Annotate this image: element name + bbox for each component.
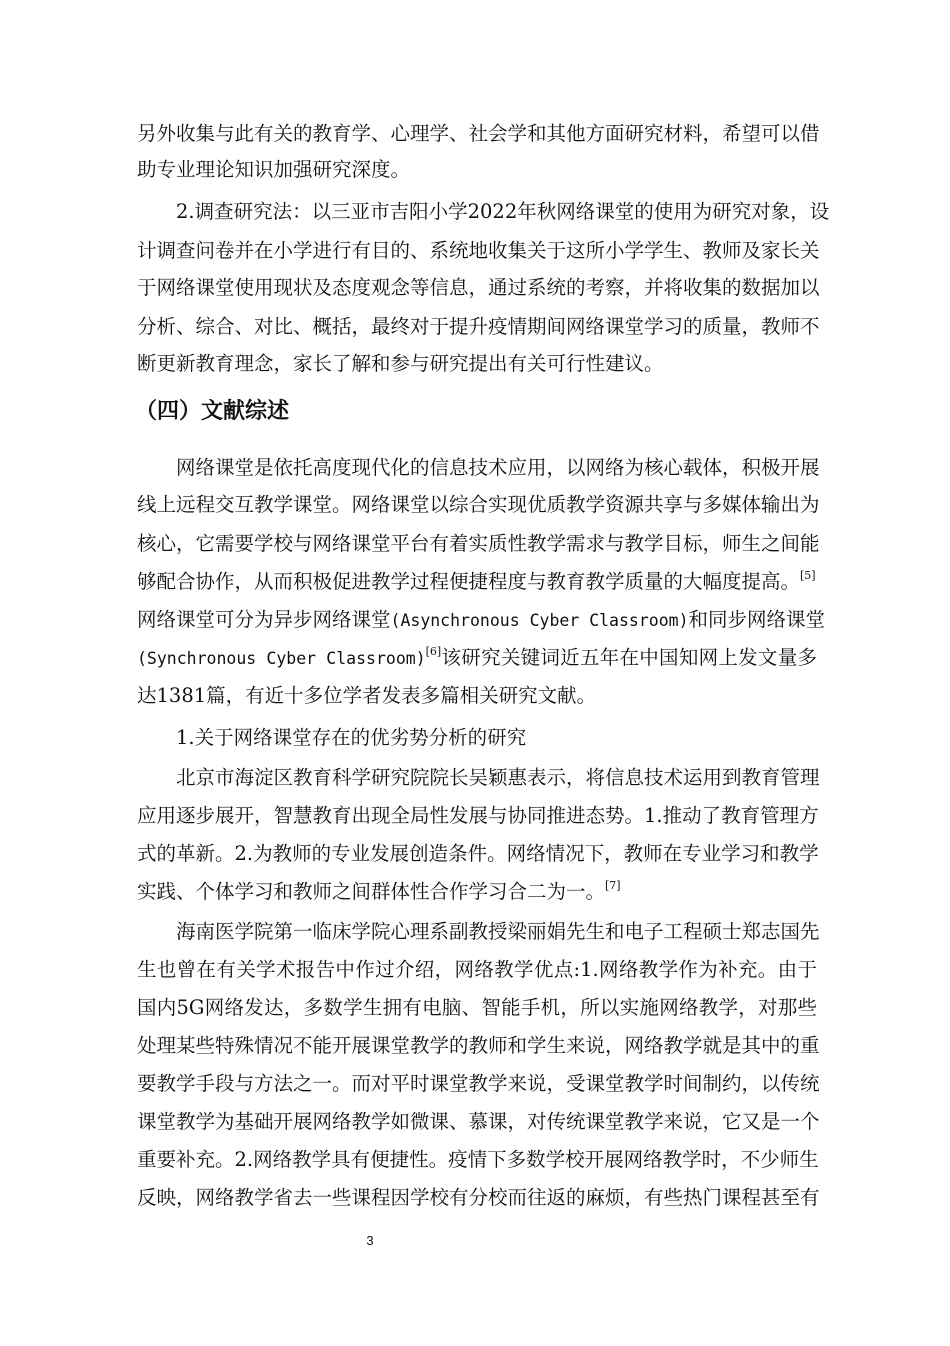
review-line-1: 网络课堂是依托高度现代化的信息技术应用，以网络为核心载体，积极开展 xyxy=(176,456,820,479)
citation-7: [7] xyxy=(605,879,621,892)
intro-line-1: 另外收集与此有关的教育学、心理学、社会学和其他方面研究材料，希望可以借 xyxy=(137,122,820,145)
method2-line-5: 断更新教育理念，家长了解和参与研究提出有关可行性建议。 xyxy=(137,352,664,375)
subsection-1-heading: 1.关于网络课堂存在的优劣势分析的研究 xyxy=(176,726,527,749)
review-line-6-text: 该研究关键词近五年在中国知网上发文量多 xyxy=(441,646,817,669)
wu-line-2: 应用逐步展开，智慧教育出现全局性发展与协同推进态势。1.推动了教育管理方 xyxy=(137,804,819,827)
review-line-3: 核心，它需要学校与网络课堂平台有着实质性教学需求与教学目标，师生之间能 xyxy=(137,532,820,555)
page-number: 3 xyxy=(366,1233,374,1248)
liang-line-2: 生也曾在有关学术报告中作过介绍，网络教学优点:1.网络教学作为补充。由于 xyxy=(137,958,817,981)
liang-line-3: 国内5G网络发达，多数学生拥有电脑、智能手机，所以实施网络教学，对那些 xyxy=(137,996,817,1019)
review-line-4-text: 够配合协作，从而积极促进教学过程便捷程度与教育教学质量的大幅度提高。 xyxy=(137,570,801,593)
wu-line-3: 式的革新。2.为教师的专业发展创造条件。网络情况下，教师在专业学习和教学 xyxy=(137,842,819,865)
liang-line-1: 海南医学院第一临床学院心理系副教授梁丽娟先生和电子工程硕士郑志国先 xyxy=(176,920,820,943)
review-line-4 xyxy=(137,570,817,594)
citation-6: [6] xyxy=(425,645,442,658)
review-line-5 xyxy=(137,608,826,633)
review-line-7: 达1381篇，有近十多位学者发表多篇相关研究文献。 xyxy=(137,684,597,707)
review-line-6-english: (Synchronous Cyber Classroom) xyxy=(137,649,426,668)
review-line-5-text-a: 网络课堂可分为异步网络课堂 xyxy=(137,608,391,631)
liang-line-6: 课堂教学为基础开展网络教学如微课、慕课，对传统课堂教学来说，它又是一个 xyxy=(137,1110,820,1133)
liang-line-7: 重要补充。2.网络教学具有便捷性。疫情下多数学校开展网络教学时，不少师生 xyxy=(137,1148,819,1171)
liang-line-8: 反映，网络教学省去一些课程因学校有分校而往返的麻烦，有些热门课程甚至有 xyxy=(137,1186,820,1209)
intro-line-2: 助专业理论知识加强研究深度。 xyxy=(137,158,411,181)
wu-line-1: 北京市海淀区教育科学研究院院长吴颖惠表示，将信息技术运用到教育管理 xyxy=(176,766,820,789)
review-line-5-text-c: 和同步网络课堂 xyxy=(688,608,826,631)
method2-line-4: 分析、综合、对比、概括，最终对于提升疫情期间网络课堂学习的质量，教师不 xyxy=(137,315,820,338)
citation-5: [5] xyxy=(800,569,816,582)
review-line-5-english: (Asynchronous Cyber Classroom) xyxy=(390,611,689,630)
section-heading: （四）文献综述 xyxy=(135,399,290,424)
wu-line-4-text: 实践、个体学习和教师之间群体性合作学习合二为一。 xyxy=(137,880,606,903)
liang-line-5: 要教学手段与方法之一。而对平时课堂教学来说，受课堂教学时间制约，以传统 xyxy=(137,1072,820,1095)
method2-line-2: 计调查问卷并在小学进行有目的、系统地收集关于这所小学学生、教师及家长关 xyxy=(137,239,820,262)
method2-line-1: 2.调查研究法：以三亚市吉阳小学2022年秋网络课堂的使用为研究对象，设 xyxy=(176,200,830,223)
liang-line-4: 处理某些特殊情况不能开展课堂教学的教师和学生来说，网络教学就是其中的重 xyxy=(137,1034,820,1057)
method2-line-3: 于网络课堂使用现状及态度观念等信息，通过系统的考察，并将收集的数据加以 xyxy=(137,276,820,299)
review-line-2: 线上远程交互教学课堂。网络课堂以综合实现优质教学资源共享与多媒体输出为 xyxy=(137,493,820,516)
review-line-6 xyxy=(137,646,817,671)
wu-line-4 xyxy=(137,880,817,904)
